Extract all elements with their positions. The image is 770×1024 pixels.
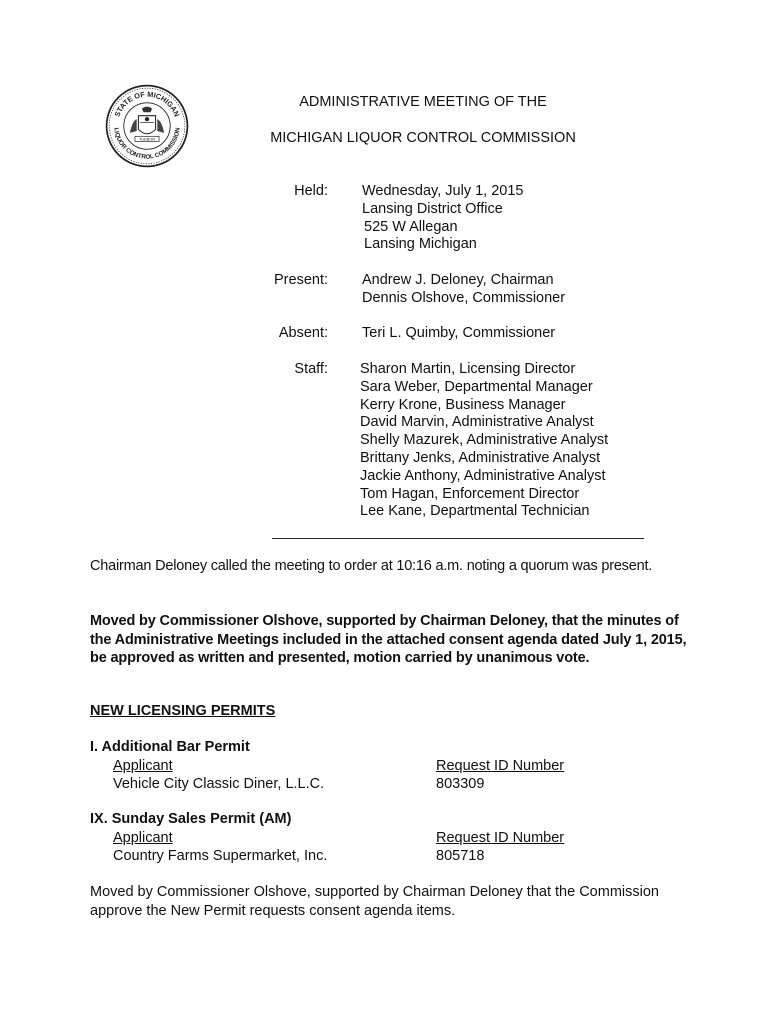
motion-permits: Moved by Commissioner Olshove, supported by Chairman Deloney that the Commission approve the New Permit requests consent agenda items. (90, 884, 659, 919)
staff-label: Staff: (294, 361, 328, 377)
seal-bottom-text: LIQUOR CONTROL COMMISSION (112, 127, 182, 161)
applicant-name: Country Farms Supermarket, Inc. (113, 848, 328, 864)
staff-member: Tom Hagan, Enforcement Director (360, 485, 580, 502)
applicant-label: Applicant (113, 758, 173, 774)
title-line-2: MICHIGAN LIQUOR CONTROL COMMISSION (270, 130, 576, 146)
absent-member: Teri L. Quimby, Commissioner (362, 325, 556, 341)
present-block (362, 272, 565, 308)
staff-member: Sara Weber, Departmental Manager (360, 378, 593, 395)
permit-title: I. Additional Bar Permit (90, 739, 250, 755)
request-id-label: Request ID Number (436, 758, 565, 774)
staff-member: David Marvin, Administrative Analyst (360, 414, 594, 431)
staff-member: Shelly Mazurek, Administrative Analyst (360, 432, 609, 449)
applicant-name: Vehicle City Classic Diner, L.L.C. (113, 776, 325, 792)
present-member: Andrew J. Deloney, Chairman (362, 272, 554, 288)
staff-block (360, 361, 608, 521)
staff-member: Kerry Krone, Business Manager (360, 396, 566, 413)
section-heading: NEW LICENSING PERMITS (90, 703, 276, 719)
present-member: Dennis Olshove, Commissioner (362, 289, 566, 306)
staff-member: Lee Kane, Departmental Technician (360, 503, 590, 520)
request-id-value: 805718 (436, 848, 485, 864)
seal-banner: TUEBOR (138, 136, 156, 142)
staff-member: Sharon Martin, Licensing Director (360, 361, 576, 377)
held-address: 525 W Allegan (364, 218, 458, 235)
motion-minutes: Moved by Commissioner Olshove, supported by Chairman Deloney, that the minutes of the Administrative Meetings included in the attached consent agenda dated July 1, 2015, be approved as written and presented, motion carried by unanimous vote. (90, 613, 687, 666)
staff-member: Jackie Anthony, Administrative Analyst (360, 467, 606, 484)
applicant-label: Applicant (113, 830, 173, 846)
call-to-order: Chairman Deloney called the meeting to order at 10:16 a.m. noting a quorum was present. (90, 558, 653, 574)
absent-label: Absent: (278, 325, 328, 341)
request-id-label: Request ID Number (436, 830, 565, 846)
divider (272, 538, 644, 539)
held-block (362, 183, 523, 254)
title-line-1: ADMINISTRATIVE MEETING OF THE (299, 94, 547, 110)
held-label: Held: (294, 183, 328, 199)
request-id-value: 803309 (436, 776, 485, 792)
present-label: Present: (274, 272, 328, 288)
permit-title: IX. Sunday Sales Permit (AM) (90, 811, 292, 827)
held-location: Lansing District Office (362, 200, 503, 217)
held-city: Lansing Michigan (364, 236, 477, 253)
seal-top-text: STATE OF MICHIGAN (112, 89, 182, 119)
staff-member: Brittany Jenks, Administrative Analyst (360, 449, 601, 466)
held-date: Wednesday, July 1, 2015 (362, 183, 524, 199)
